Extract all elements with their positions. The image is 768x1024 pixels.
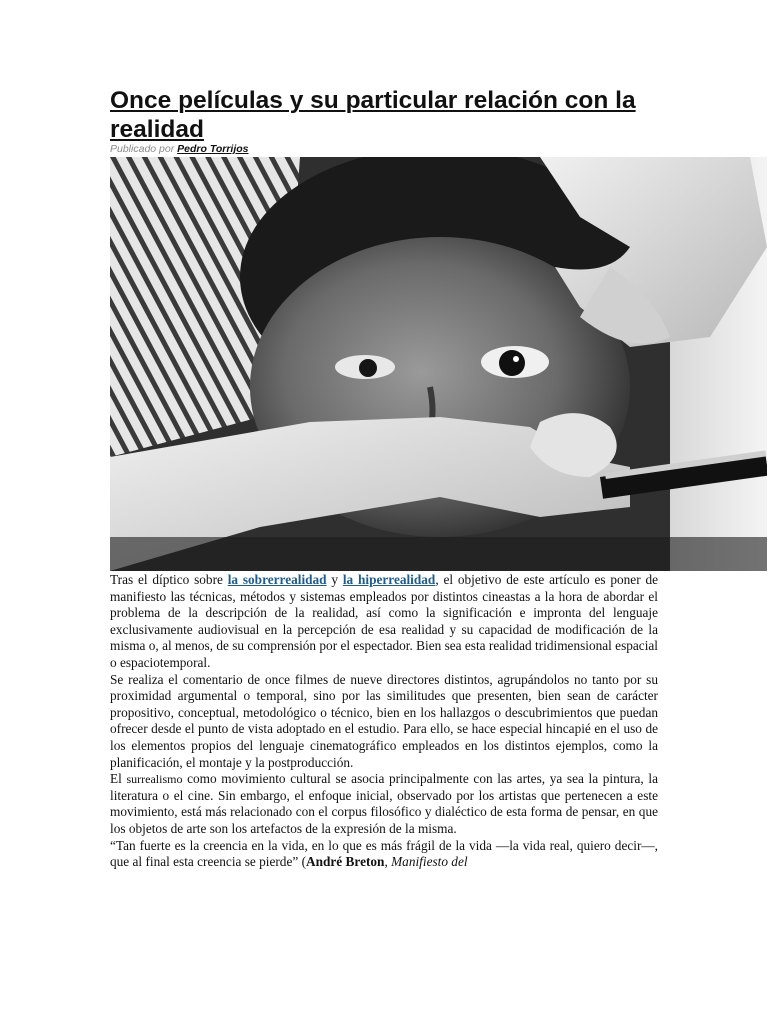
text-run: , el objetivo de este artículo es poner de manifiesto las técnicas, métodos y sistemas empleados por distintos cineastas a la hora de abordar el problema de la descripción de la realidad, así como la significación e impronta del lenguaje exclusivamente audiovisual en la percepción de esa realidad y su capacidad de modificación de la misma o, al menos, de su comprensión por el espectador. Bien sea esta realidad tridimensional espacial o espaciotemporal. bbox=[110, 572, 658, 670]
quote-work-title: Manifiesto del bbox=[391, 854, 468, 870]
quote-text: “Tan fuerte es la creencia en la vida, en lo que es más frágil de la vida —la vida real, quiero decir—, que al final esta creencia se pierde” ( bbox=[110, 837, 658, 870]
byline-prefix: Publicado por bbox=[110, 143, 175, 155]
text-run: El bbox=[110, 771, 127, 787]
paragraph bbox=[110, 572, 658, 672]
link-hiperrealidad[interactable]: la hiperrealidad bbox=[342, 572, 436, 587]
paragraph bbox=[110, 771, 658, 837]
text-run: , bbox=[384, 854, 392, 870]
paragraph: Se realiza el comentario de once filmes de nueve directores distintos, agrupándolos no tanto por su proximidad argumental o temporal, sino por las similitudes que presenten, bien sean de carácter propositivo, conceptual, metodológico o técnico, bien en los hallazgos o descubrimientos que puedan ofrecer desde el punto de vista adoptado en el estudio. Para ello, se hace especial hincapié en el uso de los elementos propios del lenguaje cinematográfico empleados en los distintos ejemplos, como la planificación, el montaje y la postproducción. bbox=[110, 671, 658, 770]
link-sobrerrealidad[interactable]: la sobrerrealidad bbox=[227, 572, 327, 587]
article-body bbox=[110, 572, 658, 871]
text-run: surrealismo bbox=[126, 772, 183, 787]
byline bbox=[110, 143, 249, 156]
quote-author: André Breton bbox=[306, 854, 385, 870]
text-run: Tras el díptico sobre bbox=[110, 572, 228, 587]
text-run: como movimiento cultural se asocia principalmente con las artes, ya sea la pintura, la literatura o el cine. Sin embargo, el enfoque inicial, observado por los artistas que pertenecen a este movimiento, está más relacionado con el corpus filosófico y dialéctico de esta forma de pensar, en que los objetos de arte son los artefactos de la expresión de la misma. bbox=[110, 771, 658, 836]
text-run: y bbox=[326, 572, 343, 587]
film-still-image bbox=[110, 157, 767, 571]
article-title: Once películas y su particular relación con la realidad bbox=[110, 87, 636, 143]
article-photo bbox=[110, 157, 767, 571]
paragraph bbox=[110, 838, 658, 871]
author-link[interactable]: Pedro Torrijos bbox=[177, 143, 249, 155]
